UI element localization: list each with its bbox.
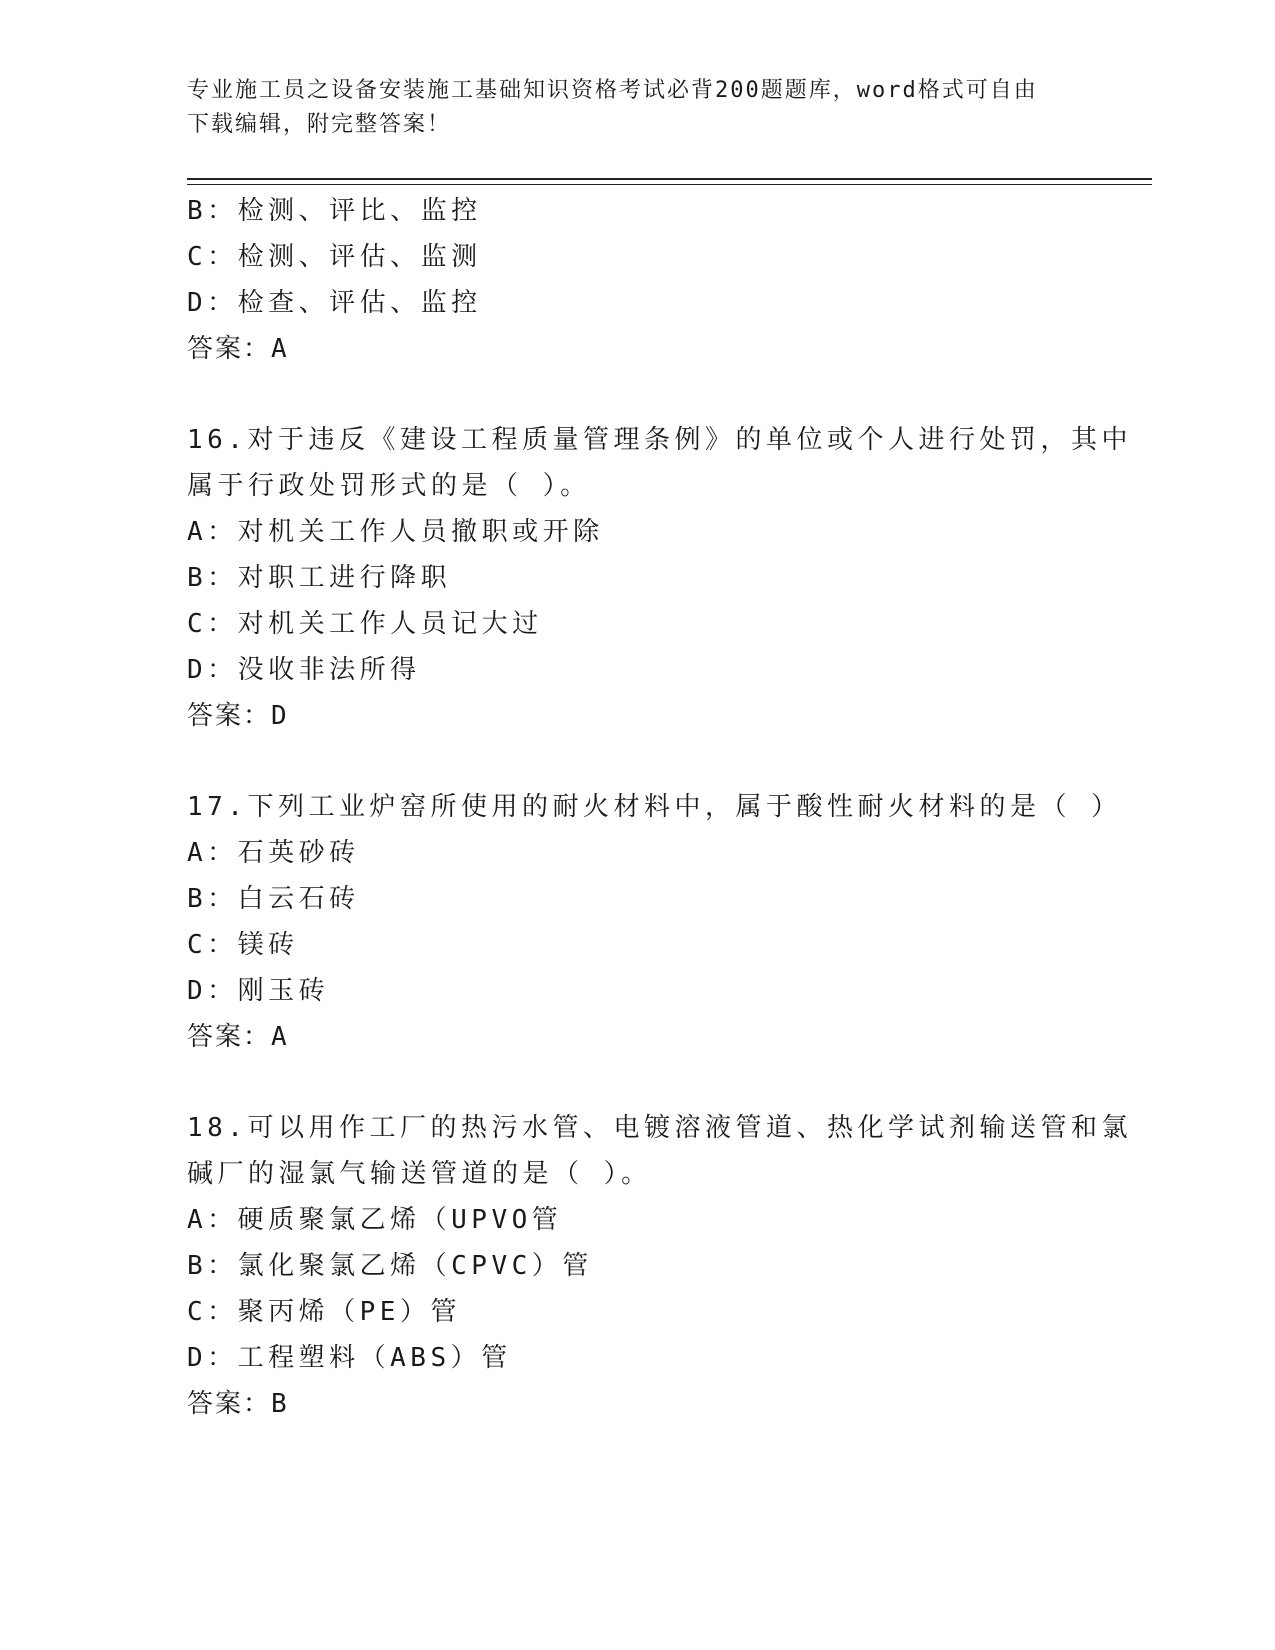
document-body xyxy=(187,188,1132,1427)
question-18 xyxy=(187,1105,1132,1427)
option-a: A：硬质聚氯乙烯（UPVO管 xyxy=(187,1205,563,1235)
option-b: B：检测、评比、监控 xyxy=(187,196,482,226)
option-c: C：对机关工作人员记大过 xyxy=(187,609,543,639)
question-17 xyxy=(187,784,1122,1060)
option-c: C：聚丙烯（PE）管 xyxy=(187,1297,461,1327)
header-divider xyxy=(187,178,1152,180)
header-divider-thin xyxy=(187,184,1152,185)
answer: 答案：A xyxy=(187,334,289,364)
question-title: 18.可以用作工厂的热污水管、电镀溶液管道、热化学试剂输送管和氯 xyxy=(187,1113,1132,1143)
option-c: C：镁砖 xyxy=(187,930,299,960)
answer: 答案：D xyxy=(187,701,289,731)
question-title-cont: 碱厂的湿氯气输送管道的是（ ）。 xyxy=(187,1159,652,1189)
header-line-2: 下载编辑，附完整答案！ xyxy=(187,112,452,137)
question-15-continuation xyxy=(187,188,1087,372)
option-b: B：氯化聚氯乙烯（CPVC）管 xyxy=(187,1251,593,1281)
question-title-cont: 属于行政处罚形式的是（ ）。 xyxy=(187,471,591,501)
header-line-1: 专业施工员之设备安装施工基础知识资格考试必背200题题库，word格式可自由 xyxy=(187,78,1038,103)
option-d: D：工程塑料（ABS）管 xyxy=(187,1343,512,1373)
option-b: B：对职工进行降职 xyxy=(187,563,452,593)
option-a: A：石英砂砖 xyxy=(187,838,360,868)
answer: 答案：A xyxy=(187,1022,289,1052)
answer: 答案：B xyxy=(187,1389,289,1419)
question-16 xyxy=(187,417,1132,739)
option-d: D：检查、评估、监控 xyxy=(187,288,482,318)
document-header xyxy=(187,74,1087,142)
option-c: C：检测、评估、监测 xyxy=(187,242,482,272)
question-title: 16.对于违反《建设工程质量管理条例》的单位或个人进行处罚，其中 xyxy=(187,425,1132,455)
option-b: B：白云石砖 xyxy=(187,884,360,914)
option-d: D：刚玉砖 xyxy=(187,976,330,1006)
question-title: 17.下列工业炉窑所使用的耐火材料中，属于酸性耐火材料的是（ ） xyxy=(187,792,1122,822)
option-d: D：没收非法所得 xyxy=(187,655,421,685)
option-a: A：对机关工作人员撤职或开除 xyxy=(187,517,604,547)
